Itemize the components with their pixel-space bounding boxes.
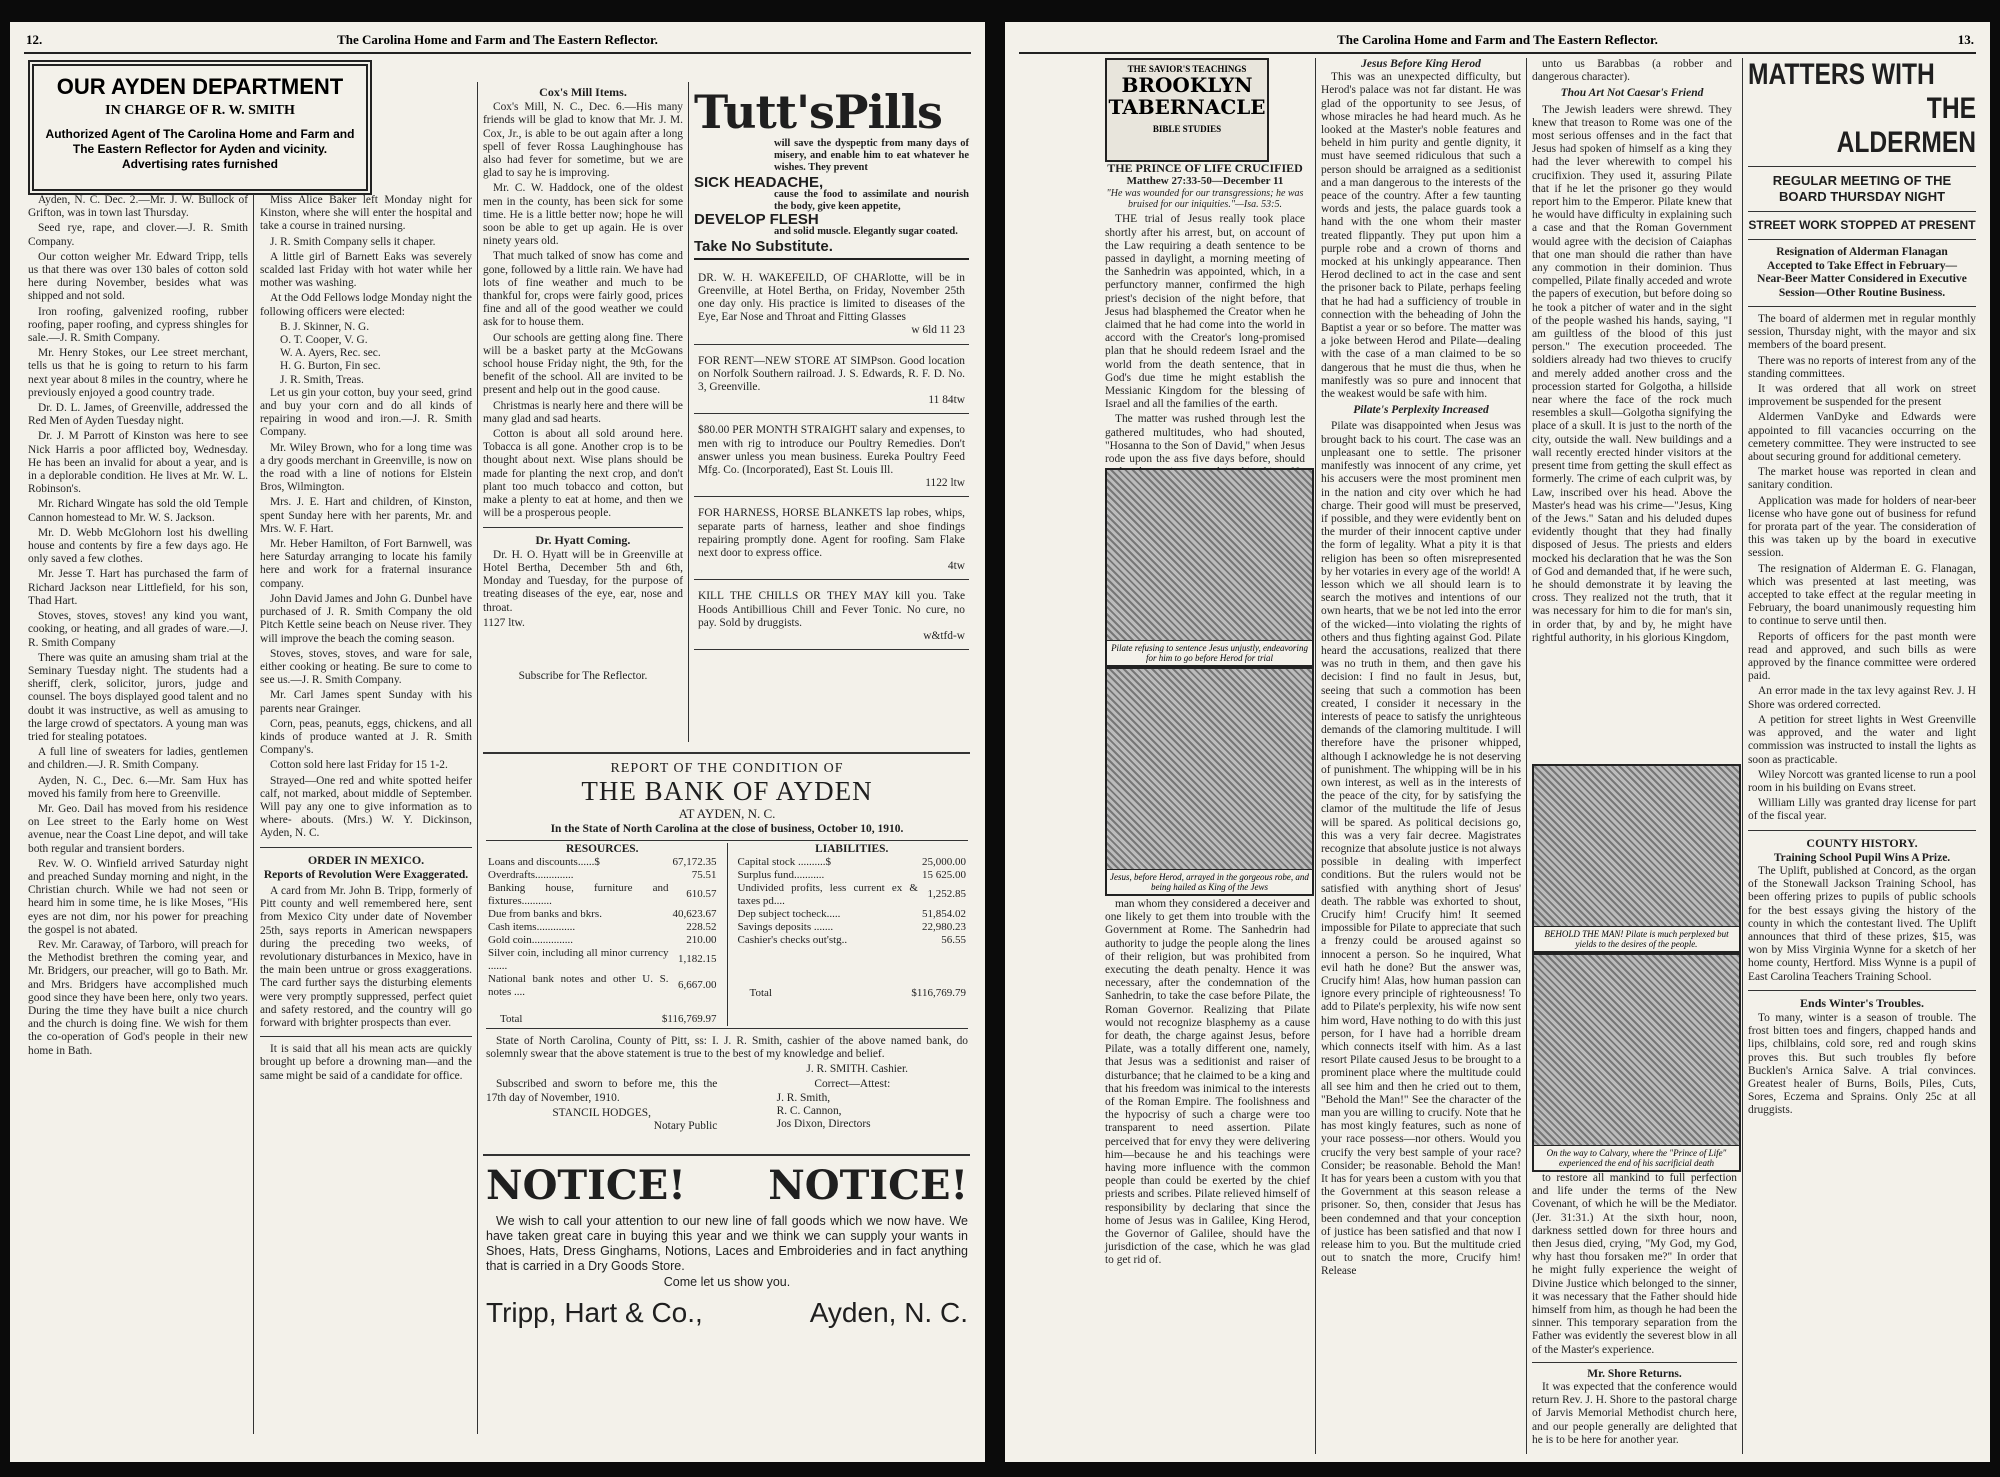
- news-item: Corn, peas, peanuts, eggs, chickens, and all kinds of produce wanted at J. R. Smith Company's.: [260, 717, 472, 757]
- news-item: Miss Alice Baker left Monday night for Kinston, where she will enter the hospital and take a course in trained nursing.: [260, 194, 472, 233]
- aldermen-item: Aldermen VanDyke and Edwards were appointed to fill vacancies occurring on the cemetery committee. They were instructed to see about securing ground for additional cemetery.: [1748, 411, 1976, 464]
- perplexity-heading: Pilate's Perplexity Increased: [1353, 404, 1489, 417]
- classified-ad-code: w&tfd-w: [923, 630, 965, 643]
- shore-heading: Mr. Shore Returns.: [1587, 1367, 1682, 1380]
- aldermen-sub2: STREET WORK STOPPED AT PRESENT: [1748, 218, 1976, 232]
- ledger-label: Dep subject tocheck.....: [737, 907, 841, 920]
- tabernacle-name1: BROOKLYN: [1121, 73, 1253, 97]
- news-item: Mr. D. Webb McGlohorn lost his dwelling house and contents by fire a few days ago. He only saved a few clothes.: [28, 526, 248, 566]
- classified-ad-text: $80.00 PER MONTH STRAIGHT salary and expenses, to men with rig to introduce our Poultry Remedies. Don't answer unless you mean business. Eureka Poultry Feed Mfg. Co. (Incorporated), East St. Louis Ill.: [698, 424, 965, 477]
- news-item: Mr. Henry Stokes, our Lee street merchant, tells us that he is going to return to his farm next year about 8 miles in the country, where he previously enjoyed a good country trade.: [28, 347, 248, 399]
- caption-jesus-before-herod: Jesus, before Herod, arrayed in the gorgeous robe, and being hailed as King of the Jews: [1107, 869, 1312, 894]
- directors-list: [737, 1092, 968, 1132]
- news-item: A full line of sweaters for ladies, gentlemen and children.—J. R. Smith Company.: [28, 746, 248, 772]
- director-name: R. C. Cannon,: [776, 1104, 842, 1117]
- ledger-label: Capital stock ..........$: [737, 855, 831, 868]
- news-item: Ayden, N. C., Dec. 6.—Mr. Sam Hux has moved his family from here to Greenville.: [28, 774, 248, 800]
- sermon-col-c-text: unto us Barabbas (a robber and dangerous character).: [1532, 58, 1732, 84]
- aldermen-column: [1748, 58, 1976, 1456]
- sermon-title: THE PRINCE OF LIFE CRUCIFIED: [1107, 161, 1303, 175]
- separator: [260, 1036, 472, 1037]
- classified-ad-code: w 6ld 11 23: [911, 324, 965, 337]
- tutts-substitute: Take No Substitute.: [694, 238, 833, 256]
- ledger-value: 1,252.85: [927, 888, 966, 901]
- ledger-label: Banking house, furniture and fixtures...........: [488, 881, 669, 907]
- bank-table: [486, 840, 968, 1029]
- left-running-title: The Carolina Home and Farm and The Eastern Reflector.: [337, 32, 658, 47]
- news-item: Mr. Heber Hamilton, of Fort Barnwell, was here Saturday arranging to locate his family here and work for a fraternal insurance company.: [260, 538, 472, 590]
- sworn-right: [737, 1078, 968, 1133]
- aldermen-item: Wiley Norcott was granted license to run a pool room in his building on Evans street.: [1748, 768, 1976, 794]
- total-resources: $116,769.97: [661, 1012, 717, 1025]
- hyatt-code: 1127 ltw.: [483, 616, 525, 629]
- classified-ad: [694, 501, 969, 580]
- resources-total-row: [486, 1013, 719, 1026]
- liabilities-heading: LIABILITIES.: [815, 842, 889, 855]
- tabernacle-banner: THE SAVIOR'S TEACHINGS: [1127, 64, 1247, 74]
- bank-state-line: In the State of North Carolina at the close of business, October 10, 1910.: [550, 823, 904, 836]
- news-item: At the Odd Fellows lodge Monday night the following officers were elected:: [260, 292, 472, 318]
- sermon-column-c: [1532, 58, 1732, 758]
- left-page-header: [24, 28, 971, 54]
- notice-ad: [486, 1162, 968, 1432]
- news-item: Seed rye, rape, and clover.—J. R. Smith Company.: [28, 222, 248, 248]
- news-item: Dr. J. M Parrott of Kinston was here to see Nick Harris a poor afflicted boy, Wednesday. He has been an invalid for about a year, and is in a deplorable condition. He lives at Mr. W. L. Robinson's.: [28, 430, 248, 496]
- tutts-line1: will save the dyspeptic from many days of misery, and enable him to eat whatever he wishes. They prevent: [774, 138, 969, 173]
- news-item: Cotton sold here last Friday for 15 1-2.: [270, 759, 448, 772]
- ledger-row: [486, 921, 719, 934]
- tutts-line3: and solid muscle. Elegantly sugar coated.: [774, 226, 958, 238]
- total-label: Total: [749, 986, 772, 999]
- news-item: Mr. Jesse T. Hart has purchased the farm of Richard Jackson near Littlefield, for his son, Thad Hart.: [28, 568, 248, 607]
- bank-resources: [486, 843, 719, 1026]
- tutts-pills-ad: [694, 86, 969, 260]
- classified-ad: [694, 584, 969, 650]
- column-rule: [688, 82, 689, 742]
- aldermen-sub1: REGULAR MEETING OF THE BOARD THURSDAY NIGHT: [1772, 173, 1952, 204]
- order-mexico-heading: ORDER IN MEXICO.: [307, 852, 425, 867]
- coxs-mill-item: That much talked of snow has come and gone, followed by a little rain. We have had lots of fine weather and much to be thankful for, crops were fairly good, prices fine and all of the good weather we could ask for to house them.: [483, 250, 683, 329]
- news-item: Let us gin your cotton, buy your seed, grind and buy your corn and do all kinds of repairing in wood and iron.—J. R. Smith Company.: [260, 386, 472, 439]
- county-body: The Uplift, published at Concord, as the organ of the Stonewall Jackson Training School, has been offering prizes to pupils of public schools for the best essays giving the history of the county in which the contestant lived. The Uplift announces that third of these prizes, $15, was won by Miss Virginia Wynne for a sketch of her home county, Hertford. Miss Wynne is a pupil of East Carolina Teachers Training School.: [1748, 864, 1976, 983]
- ledger-label: Surplus fund...........: [737, 868, 825, 881]
- notice-title-right: NOTICE!: [768, 1162, 968, 1209]
- notice-body: We wish to call your attention to our new line of fall goods which we now have. We have taken great care in buying this year and we think we can supply your wants in Shoes, Hats, Dress Ginghams, Notions, Laces and Embroideries and in fact anything that is carried in a Dry Goods Store.: [486, 1214, 968, 1273]
- sworn-text: Subscribed and sworn to before me, this the 17th day of November, 1910.: [486, 1078, 718, 1104]
- news-item: Dr. D. L. James, of Greenville, addressed the Red Men of Ayden Tuesday night.: [28, 402, 248, 428]
- subscribe-note: Subscribe for The Reflector.: [518, 669, 648, 682]
- news-item: Mrs. J. E. Hart and children, of Kinston, spent Sunday here with her parents, Mr. and Mrs. W. F. Hart.: [260, 496, 472, 535]
- ledger-value: 210.00: [686, 933, 717, 946]
- order-mexico-body: A card from Mr. John B. Tripp, formerly of Pitt county and well remembered here, sent from Mexico City under date of November 25th, says reports in American newspapers during the preceding two weeks, of revolutionary disturbances in Mexico, have in the main been untrue or gross exaggerations. The card further says the disturbing elements were very promptly suppressed, perfect quiet and safety restored, and the country will go forward with brighter prospects than ever.: [260, 884, 472, 1029]
- bank-report-heading: REPORT OF THE CONDITION OF: [610, 761, 844, 776]
- director-name: J. R. Smith,: [776, 1091, 831, 1104]
- tabernacle-bible: BIBLE STUDIES: [1152, 124, 1222, 134]
- column-rule: [1315, 58, 1316, 1454]
- resources-heading: RESOURCES.: [566, 842, 639, 855]
- aldermen-sub3: Resignation of Alderman Flanagan Accepted to Take Effect in February—Near-Beer Matter Considered in Executive Session—Other Routine Business.: [1757, 246, 1967, 299]
- sermon-col-a-bottom-text: man whom they considered a deceiver and one likely to get them into trouble with the Government at Rome. The Sanhedrin had authority to judge the people along the lines of their religion, but was prohibited from executing the death penalty. Hence it was necessary, after the condemnation of the Sanhedrin, to take the case before Pilate, the Roman Governor. Realizing that Pilate would not recognize blasphemy as a cause for death, the charge against Jesus, before Pilate, was a totally different one, namely, that Jesus was a seditionist and raiser of disturbance; that he claimed to be a king and that his freedom was inimical to the interests of the Roman Empire. The foolishness and the hypocrisy of such a charge were too transparent to need assertion. Pilate perceived that for envy they were delivering him—because he and his teachings were having more influence with the common people than could be exerted by the chief priests and scribes. Pilate relieved himself of responsibility by declaring that since the home of Jesus was in Galilee, King Herod, the Governor of Galilee, should have the jurisdiction of the case, which he was glad to get rid of.: [1105, 898, 1310, 1267]
- sermon-column-c-bottom: [1532, 1172, 1737, 1457]
- news-item: Iron roofing, galvenized roofing, rubber roofing, paper roofing, and cypress shingles for sale.—J. R. Smith Company.: [28, 305, 248, 345]
- right-running-title: The Carolina Home and Farm and The Eastern Reflector.: [1337, 32, 1658, 47]
- notary-title: Notary Public: [653, 1120, 718, 1133]
- aldermen-item: The market house was reported in clean and sanitary condition.: [1748, 466, 1976, 492]
- aldermen-item: A petition for street lights in West Greenville was approved, and the water and light commission was instructed to install the lights as soon as practicable.: [1748, 713, 1976, 766]
- ledger-label: Savings deposits .......: [737, 920, 834, 933]
- ledger-value: 56.55: [941, 933, 966, 946]
- coxs-mill-item: Cox's Mill, N. C., Dec. 6.—His many friends will be glad to know that Mr. J. M. Cox, Jr., is able to be out again after a long spell of fever Rossa Laughinghouse has also had fever for sometime, but we are glad to say he is improving.: [483, 101, 683, 180]
- liabilities-table: [736, 856, 969, 947]
- classified-ad-code: 11 84tw: [928, 394, 965, 407]
- order-mexico-subheading: Reports of Revolution Were Exaggerated.: [263, 868, 469, 881]
- right-page-number: 13.: [1957, 32, 1974, 47]
- coxs-mill-heading: Cox's Mill Items.: [539, 85, 627, 99]
- ledger-row: [486, 973, 719, 999]
- ledger-row: [486, 934, 719, 947]
- caption-way-to-calvary: On the way to Calvary, where the "Prince of Life" experienced the end of his sacrificial death: [1534, 1145, 1739, 1170]
- coxs-mill-item: Our schools are getting along fine. There will be a basket party at the McGowans school house Friday night, the 9th, for the benefit of the school. All are invited to be present and help out in the good cause.: [483, 331, 683, 397]
- notice-firm-row: [486, 1293, 968, 1333]
- tutts-develop: DEVELOP FLESH: [694, 211, 819, 229]
- tutts-headache: SICK HEADACHE,: [694, 174, 824, 191]
- ledger-row: [486, 947, 719, 973]
- shore-body: It was expected that the conference would return Rev. J. H. Shore to the pastoral charge of Jarvis Memorial Methodist church here, and our people generally are delighted that he is to be here for another year.: [1532, 1381, 1737, 1446]
- column-rule: [477, 82, 478, 1434]
- ledger-value: 15 625.00: [922, 868, 966, 881]
- aldermen-item: William Lilly was granted dray license for part of the fiscal year.: [1748, 797, 1976, 823]
- notice-firm: Tripp, Hart & Co.,: [486, 1297, 703, 1329]
- aldermen-item: Reports of officers for the past month were read and approved, and such bills as were approved by the finance committee were ordered paid.: [1748, 630, 1976, 683]
- ayden-rates: Advertising rates furnished: [121, 157, 279, 171]
- correct-attest: Correct—Attest:: [814, 1078, 891, 1091]
- tutts-line2: cause the food to assimilate and nourish the body, give keen appetite,: [774, 189, 969, 213]
- bank-name: THE BANK OF AYDEN: [581, 776, 873, 807]
- separator: [1748, 239, 1976, 240]
- ledger-value: 25,000.00: [922, 855, 966, 868]
- news-item: Mr. Richard Wingate has sold the old Temple Cannon homestead to Mr. W. S. Jackson.: [28, 498, 248, 524]
- separator: [1748, 166, 1976, 167]
- table-divider: [727, 843, 728, 1026]
- winter-heading: Ends Winter's Troubles.: [1800, 995, 1924, 1010]
- sermon-col-b2-text: Pilate was disappointed when Jesus was brought back to his court. The case was an unpleasant one to settle. The prisoner manifestly was innocent of any crime, yet his accusers were the most prominent men in the nation and city over which he had charge. Their good will must be preserved, if possible, and they were evidently bent on the murder of their innocent captive under the form of legality. What a pity it is that religion has been so often misrepresented by her votaries in every age of the world! A lesson which we all should learn is to search the motives and intentions of our own hearts, that we be not led into the error of the wicked—into violating the rights of others and thus fighting against God. Pilate heard the accusations, realized that there was no truth in them, and then gave his decision: I find no fault in Jesus, but, seeing that such a commotion has been created, I consider it necessary in the interests of peace to satisfy the unrighteous demands of the clamoring multitude. I will therefore have the prisoner whipped, although I acknowledge he is not deserving of punishment. The whipping will be in his own interest, as well as in the interests of the peace of the city, for by satisfying the clamor of the multitude the life of Jesus will be spared. As political decisions go, this was a very fair decree. Magistrates recognize that absolute justice is not always possible in dealing with imperfect conditions. But the rulers would not be satisfied with anything short of Jesus' death. The rabble was exhorted to shout, Crucify him! Crucify him! It seemed impossible for Pilate to appreciate that such a frenzy could be aroused against so innocent a person. So he inquired, What evil hath he done? But the answer was, Crucify him! Alas, how human passion can ignore every principle of righteousness! To add to Pilate's perplexity, his wife now sent him word, Have nothing to do with this just person, for I have had a horrible dream which connects itself with him. As a last resort Pilate caused Jesus to be brought to a prominent place where the multitude could all see him and then he cried out to them, "Behold the Man!" See the character of the man you are willing to crucify. Note that he has most kingly features, such as none of your race possess—nor others. Would you crucify the very best sample of your race? Consider; be reasonable. Behold the Man! It has for years been a custom with you that the Government at this season release a prisoner. So, then, consider that Jesus has been condemned and that your conception of justice has been satisfied and that now I release him to you. But the multitude cried out to snatch the more, Crucify him! Release: [1321, 420, 1521, 1278]
- herod-heading: Jesus Before King Herod: [1361, 58, 1481, 70]
- caesar-heading: Thou Art Not Caesar's Friend: [1560, 87, 1704, 100]
- aldermen-item: The resignation of Alderman E. G. Flanagan, which was presented at last meeting, was accepted to take effect at the regular meeting in February, the board unanimously requesting him to continue to serve until then.: [1748, 562, 1976, 628]
- ledger-label: Silver coin, including all minor currency .......: [488, 946, 669, 972]
- news-item: W. A. Ayers, Rec. sec.: [280, 347, 381, 360]
- classified-ad-text: FOR HARNESS, HORSE BLANKETS lap robes, whips, separate parts of harness, leather and shoe findings repairing promptly done. Agent for roofing. Sam Flake next door to express office.: [698, 507, 965, 560]
- ledger-value: 75.51: [691, 868, 717, 881]
- ayden-news-column-1: [28, 194, 248, 1429]
- ledger-label: Cashier's checks out'stg..: [737, 933, 848, 946]
- aldermen-item: An error made in the tax levy against Rev. J. H Shore was ordered corrected.: [1748, 685, 1976, 711]
- winter-body: To many, winter is a season of trouble. The frost bitten toes and fingers, chapped hands and lips, chilblains, cold sore, red and rough skins proves this. But such troubles fly before Bucklen's Arnica Salve. A trial convinces. Greatest healer of Burns, Boils, Piles, Cuts, Sores, Eczema and Sprains. Only 25c at all druggists.: [1748, 1011, 1976, 1117]
- sworn-left: [486, 1078, 717, 1133]
- sermon-column-b: [1321, 58, 1521, 1456]
- sermon-paragraph: THE trial of Jesus really took place shortly after his arrest, but, on account of the Law requiring a death sentence to be passed in daylight, a morning meeting of the Sanhedrin was appointed, which, in a perfunctory manner, confirmed the high priest's decision of the night before, that Jesus had blasphemed the Creator when he claimed that he had come into the world in accord with the Creator's long-promised plan that he should redeem Israel and the world from the death sentence, that in God's due time he might establish the Messianic Kingdom for the blessing of Israel and all the families of the earth.: [1105, 213, 1305, 411]
- illustration-way-to-calvary: [1532, 953, 1741, 1172]
- aldermen-title2: THE ALDERMEN: [1836, 92, 1976, 159]
- ledger-label: Cash items..............: [488, 920, 576, 933]
- coxs-mill-item: Mr. C. W. Haddock, one of the oldest men in the county, has been sick for some time. He is a little better now; hope he will soon be able to get up again. He is over ninety years old.: [483, 182, 683, 248]
- ledger-row: [486, 882, 719, 908]
- ledger-label: Loans and discounts......$: [488, 855, 600, 868]
- classified-ad: [694, 418, 969, 497]
- separator: [1748, 211, 1976, 212]
- notary-name: STANCIL HODGES,: [552, 1106, 651, 1119]
- column-rule: [1526, 58, 1527, 1454]
- ledger-value: 40,623.67: [672, 907, 717, 920]
- separator: [1532, 1362, 1737, 1363]
- left-newspaper-page: [10, 22, 985, 1462]
- classified-ads: [694, 266, 969, 651]
- ledger-label: Undivided profits, less current ex & taxes pd....: [737, 881, 918, 907]
- tabernacle-name2: TABERNACLE: [1108, 95, 1266, 119]
- news-item: Mr. Carl James spent Sunday with his parents near Grainger.: [260, 689, 472, 715]
- liabilities-total-row: [736, 987, 969, 1000]
- hyatt-body: Dr. H. O. Hyatt will be in Greenville at Hotel Bertha, December 5th and 6th, Monday and Tuesday, for the purpose of treating diseases of the eye, ear, nose and throat.: [483, 548, 683, 614]
- ledger-value: 51,854.02: [922, 907, 966, 920]
- bank-report: [486, 762, 968, 1152]
- sermon-col-c2-text: The Jewish leaders were shrewd. They knew that treason to Rome was one of the most serious offenses and in the fact that Jesus had spoken of himself as a king they had the lever wherewith to compel his crucifixion. They used it, assuring Pilate that if he let the prisoner go they would report him to the Emperor. Pilate knew that he would have difficulty in explaining such a case and that the Roman Government would agree with the decision of Caiaphas that one man should die rather than have any commotion in their dominion. Thus compelled, Pilate finally acceded and wrote the papers of execution, but before doing so he took a pitcher of water and in the sight of the people washed his hands, saying, "I am guiltless of the blood of this just person." The execution proceeded. The soldiers already had two thieves to crucify and merely added another cross and the procession started for Golgotha, a hillside near where the face of the rock much resembles a skull—Golgotha signifying the place of a skull. It is just to the north of the city, outside the wall. New buildings and a wall recently erected hinder visitors at the present time from getting the skull effect as formerly. The crime of each culprit was, by Law, inscribed over his head. Above the Master's head was his crime—"Jesus, King of the Jews." Satan and his deluded dupes evidently thought that they had finally disposed of Jesus. The priests and elders mocked his declaration that he was the Son of God and demanded that, if he were such, he should demonstrate it by leaving the cross. They realized not the truth, that it was necessary for him to die for man's sin, in order that, by and by, he might have rightful authority, in his glorious Kingdom,: [1532, 103, 1732, 644]
- ayden-subtitle: IN CHARGE OF R. W. SMITH: [105, 103, 295, 118]
- coxs-mill-item: Christmas is nearly here and there will be many glad and sad hearts.: [483, 399, 683, 425]
- county-sub: Training School Pupil Wins A Prize.: [1773, 851, 1951, 864]
- news-item: B. J. Skinner, N. G.: [280, 320, 370, 333]
- aldermen-title1: MATTERS WITH: [1748, 58, 1935, 91]
- ledger-row: [736, 921, 969, 934]
- news-item: Ayden, N. C. Dec. 2.—Mr. J. W. Bullock of Grifton, was in town last Thursday.: [28, 194, 248, 220]
- news-item: Mr. Geo. Dail has moved from his residence on Lee street to the Early home on West avenue, near the Coast Line depot, and will take both regular and transient borders.: [28, 802, 248, 855]
- sermon-col-b-text: [1321, 71, 1521, 401]
- county-heading: COUNTY HISTORY.: [1806, 835, 1918, 850]
- column-rule: [253, 194, 254, 1434]
- news-item: There was quite an amusing sham trial at the Seminary Tuesday night. The students had a sheriff, clerk, solicitor, jurors, judge and counsel. The boys displayed good talent and no doubt it was instructive, as well as amusing to the large crowd of spectators. A young man was tried for stealing potatoes.: [28, 651, 248, 743]
- ads-column: [694, 86, 969, 746]
- total-liabilities: $116,769.79: [911, 986, 966, 999]
- candidate-quip: It is said that all his mean acts are quickly brought up before a drowning man—and the same might be said of a candidate for office.: [260, 1043, 472, 1082]
- sermon-column-a-bottom: [1105, 898, 1310, 1448]
- classified-ad: [694, 349, 969, 415]
- coxs-mill-item: Cotton is about all sold around here. Tobacca is all gone. Another crop is to be thought about next. Wise plans should be made for planting the next crop, and don't plant too much tobacco and cotton, but make a plenty to eat at home, and then we will be a prosperous people.: [483, 428, 683, 520]
- left-page-number: 12.: [26, 32, 43, 47]
- illustration-jesus-before-herod: [1105, 667, 1314, 896]
- news-item: J. R. Smith, Treas.: [280, 373, 364, 386]
- news-item: J. R. Smith Company sells it chaper.: [270, 235, 436, 248]
- coxs-mill-column: [483, 86, 683, 741]
- classified-ad-code: 4tw: [947, 560, 965, 573]
- aldermen-item: There was no reports of interest from any of the standing committees.: [1748, 354, 1976, 380]
- ledger-row: [736, 856, 969, 869]
- ledger-label: Overdrafts..............: [488, 868, 574, 881]
- cashier-signature: J. R. SMITH. Cashier.: [806, 1063, 908, 1076]
- ledger-row: [736, 882, 969, 908]
- ayden-department-box: [28, 60, 372, 195]
- separator: [483, 527, 683, 528]
- ledger-label: National bank notes and other U. S. notes ....: [488, 972, 669, 998]
- caption-pilate-refusing: Pilate refusing to sentence Jesus unjustly, endeavoring for him to go before Herod for trial: [1107, 640, 1312, 665]
- classified-ad-code: 1122 ltw: [925, 477, 965, 490]
- notice-titles: [486, 1162, 968, 1210]
- ledger-row: [486, 908, 719, 921]
- sworn-block: [486, 1078, 968, 1133]
- news-item: O. T. Cooper, V. G.: [280, 334, 368, 347]
- ledger-row: [486, 856, 719, 869]
- sermon-scripture: Matthew 27:33-50—December 11: [1126, 175, 1284, 188]
- sermon-epigraph: "He was wounded for our transgressions; he was bruised for our iniquities."—Isa. 53:5.: [1106, 188, 1304, 211]
- ayden-agent-text: Authorized Agent of The Carolina Home and Farm and The Eastern Reflector for Ayden and vicinity.: [45, 127, 355, 156]
- separator: [260, 847, 472, 848]
- news-item: Mr. Wiley Brown, who for a long time was a dry goods merchant in Greenville, is now on the road with a line of notions for Elstein Bros, Wilmington.: [260, 441, 472, 494]
- notice-town: Ayden, N. C.: [809, 1297, 968, 1329]
- separator: [483, 1154, 970, 1156]
- ayden-news-column-2: [260, 194, 472, 1429]
- right-page-header: [1019, 28, 1976, 54]
- ledger-value: 22,980.23: [922, 920, 966, 933]
- news-item: A little girl of Barnett Eaks was severely scalded last Friday with hot water while her mother was washing.: [260, 250, 472, 290]
- news-item: John David James and John G. Dunbel have purchased of J. R. Smith Company the old Pitch Kettle seine beach on Neuse river. They will improve the beach the coming season.: [260, 592, 472, 645]
- col2-paragraphs: [260, 194, 472, 841]
- director-name: Jos Dixon, Directors: [776, 1118, 871, 1131]
- coxs-mill-paragraphs: [483, 101, 683, 520]
- ledger-value: 67,172.35: [672, 855, 717, 868]
- separator: [1748, 990, 1976, 991]
- aldermen-item: It was ordered that all work on street improvement be suspended for the present: [1748, 383, 1976, 409]
- separator: [1748, 830, 1976, 831]
- news-item: Stoves, stoves, stoves, and ware for sale, either cooking or heating. Be sure to come to see us.—J. R. Smith Company.: [260, 647, 472, 687]
- caption-behold-the-man: BEHOLD THE MAN! Pilate is much perplexed but yields to the desires of the people.: [1534, 926, 1739, 951]
- news-item: Rev. W. O. Winfield arrived Saturday night and preached Sunday morning and night, in the Christian church. While we had not seen or heard him in some time, he is like Moses, "His eyes are not dim, nor his power for preaching the gospel is not abated.: [28, 857, 248, 936]
- ledger-label: Gold coin...............: [488, 933, 573, 946]
- sermon-col-c-bottom-text: to restore all mankind to full perfection and life under the terms of the New Covenant, of which he will be the Mediator. (Jer. 31:31.) At the sixth hour, noon, darkness settled down for three hours and then Jesus died, crying, "My God, my God, why hast thou forsaken me?" In order that he might fully experience the weight of Divine Justice which belonged to the sinner, it was necessary that the Father should hide himself from him, as though he had been the sinner. This temporary separation from the Father was evidently the severest blow in all of the Master's experience.: [1532, 1172, 1737, 1356]
- ledger-value: 610.57: [686, 888, 717, 901]
- news-item: H. G. Burton, Fin sec.: [280, 360, 381, 373]
- right-newspaper-page: [1005, 22, 1990, 1462]
- sermon-paragraph: This was an unexpected difficulty, but Herod's palace was not far distant. He was glad of the opportunity to see Jesus, of whose miracles he had heard much. As he looked at the Master's noble features and beheld in him purity and gentle dignity, it must have seemed ridiculous that such a person should be arraigned as a seditionist and a man dangerous to the interests of the peace of the country. After a few taunting words and jests, the palace guards took a hand with the one whom their master treated flippantly. They put upon him a purple robe and a crown of thorns and mocked at his unkingly appearance. Then Herod declined to act in the case and sent the prisoner back to Pilate, perhaps feeling that he had had a sufficiency of trouble in connection with the beheading of John the Baptist a year or so before. The matter was a joke between Herod and Pilate—dealing with the case of a man claimed to be so dangerous that he must die thus, when he manifestly was so pure and innocent that the weakest would be safe with him.: [1321, 71, 1521, 401]
- bank-liabilities: [736, 843, 969, 1026]
- aldermen-paragraphs: [1748, 313, 1976, 824]
- ledger-value: 6,667.00: [678, 979, 717, 992]
- news-item: Rev. Mr. Caraway, of Tarboro, will preach for the Methodist brethren the coming year, and Mr. Bridgers, our preacher, will go to Bath. Mr. and Mrs. Bridgers have accomplished much good since they have been here, only two years. During the time they have built a nice church and the church is doing fine. We wish for them the co-operation of God's people in their new home in Bath.: [28, 938, 248, 1057]
- ledger-row: [486, 869, 719, 882]
- sermon-column-a: [1105, 161, 1305, 466]
- sermon-paragraph: The matter was rushed through lest the gathered multitudes, who had shouted, "Hosanna to the Son of David," when Jesus rode upon the ass five days before, should: [1105, 413, 1305, 466]
- bank-place: AT AYDEN, N. C.: [678, 806, 776, 822]
- illustration-pilate-refusing: [1105, 468, 1314, 667]
- notice-come: Come let us show you.: [663, 1275, 791, 1289]
- news-item: Our cotton weigher Mr. Edward Tripp, tells us that there was over 130 bales of cotton sold here during November, besides what was shipped and not sold.: [28, 250, 248, 303]
- classified-ad-text: FOR RENT—NEW STORE AT SIMPson. Good location on Norfolk Southern railroad. J. S. Edwards, R. F. D. No. 3, Greenville.: [698, 354, 965, 394]
- tabernacle-masthead: [1105, 58, 1269, 162]
- illustration-behold-the-man: [1532, 764, 1741, 953]
- separator: [1748, 306, 1976, 307]
- ledger-row: [736, 908, 969, 921]
- column-rule: [1742, 58, 1743, 1454]
- classified-ad: [694, 266, 969, 345]
- total-label: Total: [500, 1012, 523, 1025]
- ledger-row: [736, 869, 969, 882]
- news-item: Strayed—One red and white spotted heifer calf, not marked, about middle of September. Will pay any one to give information as to where- abouts. (Mrs.) W. Y. Dickinson, Ayden, N. C.: [260, 774, 472, 840]
- resources-table: [486, 856, 719, 999]
- ledger-label: Due from banks and bkrs.: [488, 907, 602, 920]
- news-item: Stoves, stoves, stoves! any kind you want, cooking, or heating, and all grades of ware.—J. R. Smith Company: [28, 610, 248, 649]
- ayden-title: OUR AYDEN DEPARTMENT: [56, 74, 344, 99]
- aldermen-item: The board of aldermen met in regular monthly session, Thursday night, with the mayor and six members of the board present.: [1748, 313, 1976, 352]
- ledger-row: [736, 934, 969, 947]
- separator: [483, 752, 970, 754]
- ledger-value: 228.52: [686, 920, 717, 933]
- hyatt-heading: Dr. Hyatt Coming.: [535, 532, 631, 547]
- ledger-value: 1,182.15: [678, 953, 717, 966]
- classified-ad-text: KILL THE CHILLS OR THEY MAY kill you. Take Hoods Antibillious Chill and Fever Tonic. No cure, no pay. Sold by druggists.: [698, 590, 965, 629]
- tutts-title: Tutt'sPills: [694, 85, 942, 139]
- bank-attest: State of North Carolina, County of Pitt, ss: I. J. R. Smith, cashier of the above named bank, do solemnly swear that the above statement is true to the best of my knowledge and belief.: [486, 1034, 968, 1061]
- classified-ad-text: DR. W. H. WAKEFEILD, OF CHARlotte, will be in Greenville, at Hotel Bertha, on Friday, November 25th one day only. His practice is limited to diseases of the Eye, Ear Nose and Throat and Fitting Glasses: [698, 271, 965, 324]
- aldermen-item: Application was made for holders of near-beer license who have gone out of business for refund for prorata part of the year. The consideration of this was taken up by the board in executive session.: [1748, 494, 1976, 560]
- notice-title-left: NOTICE!: [486, 1162, 686, 1209]
